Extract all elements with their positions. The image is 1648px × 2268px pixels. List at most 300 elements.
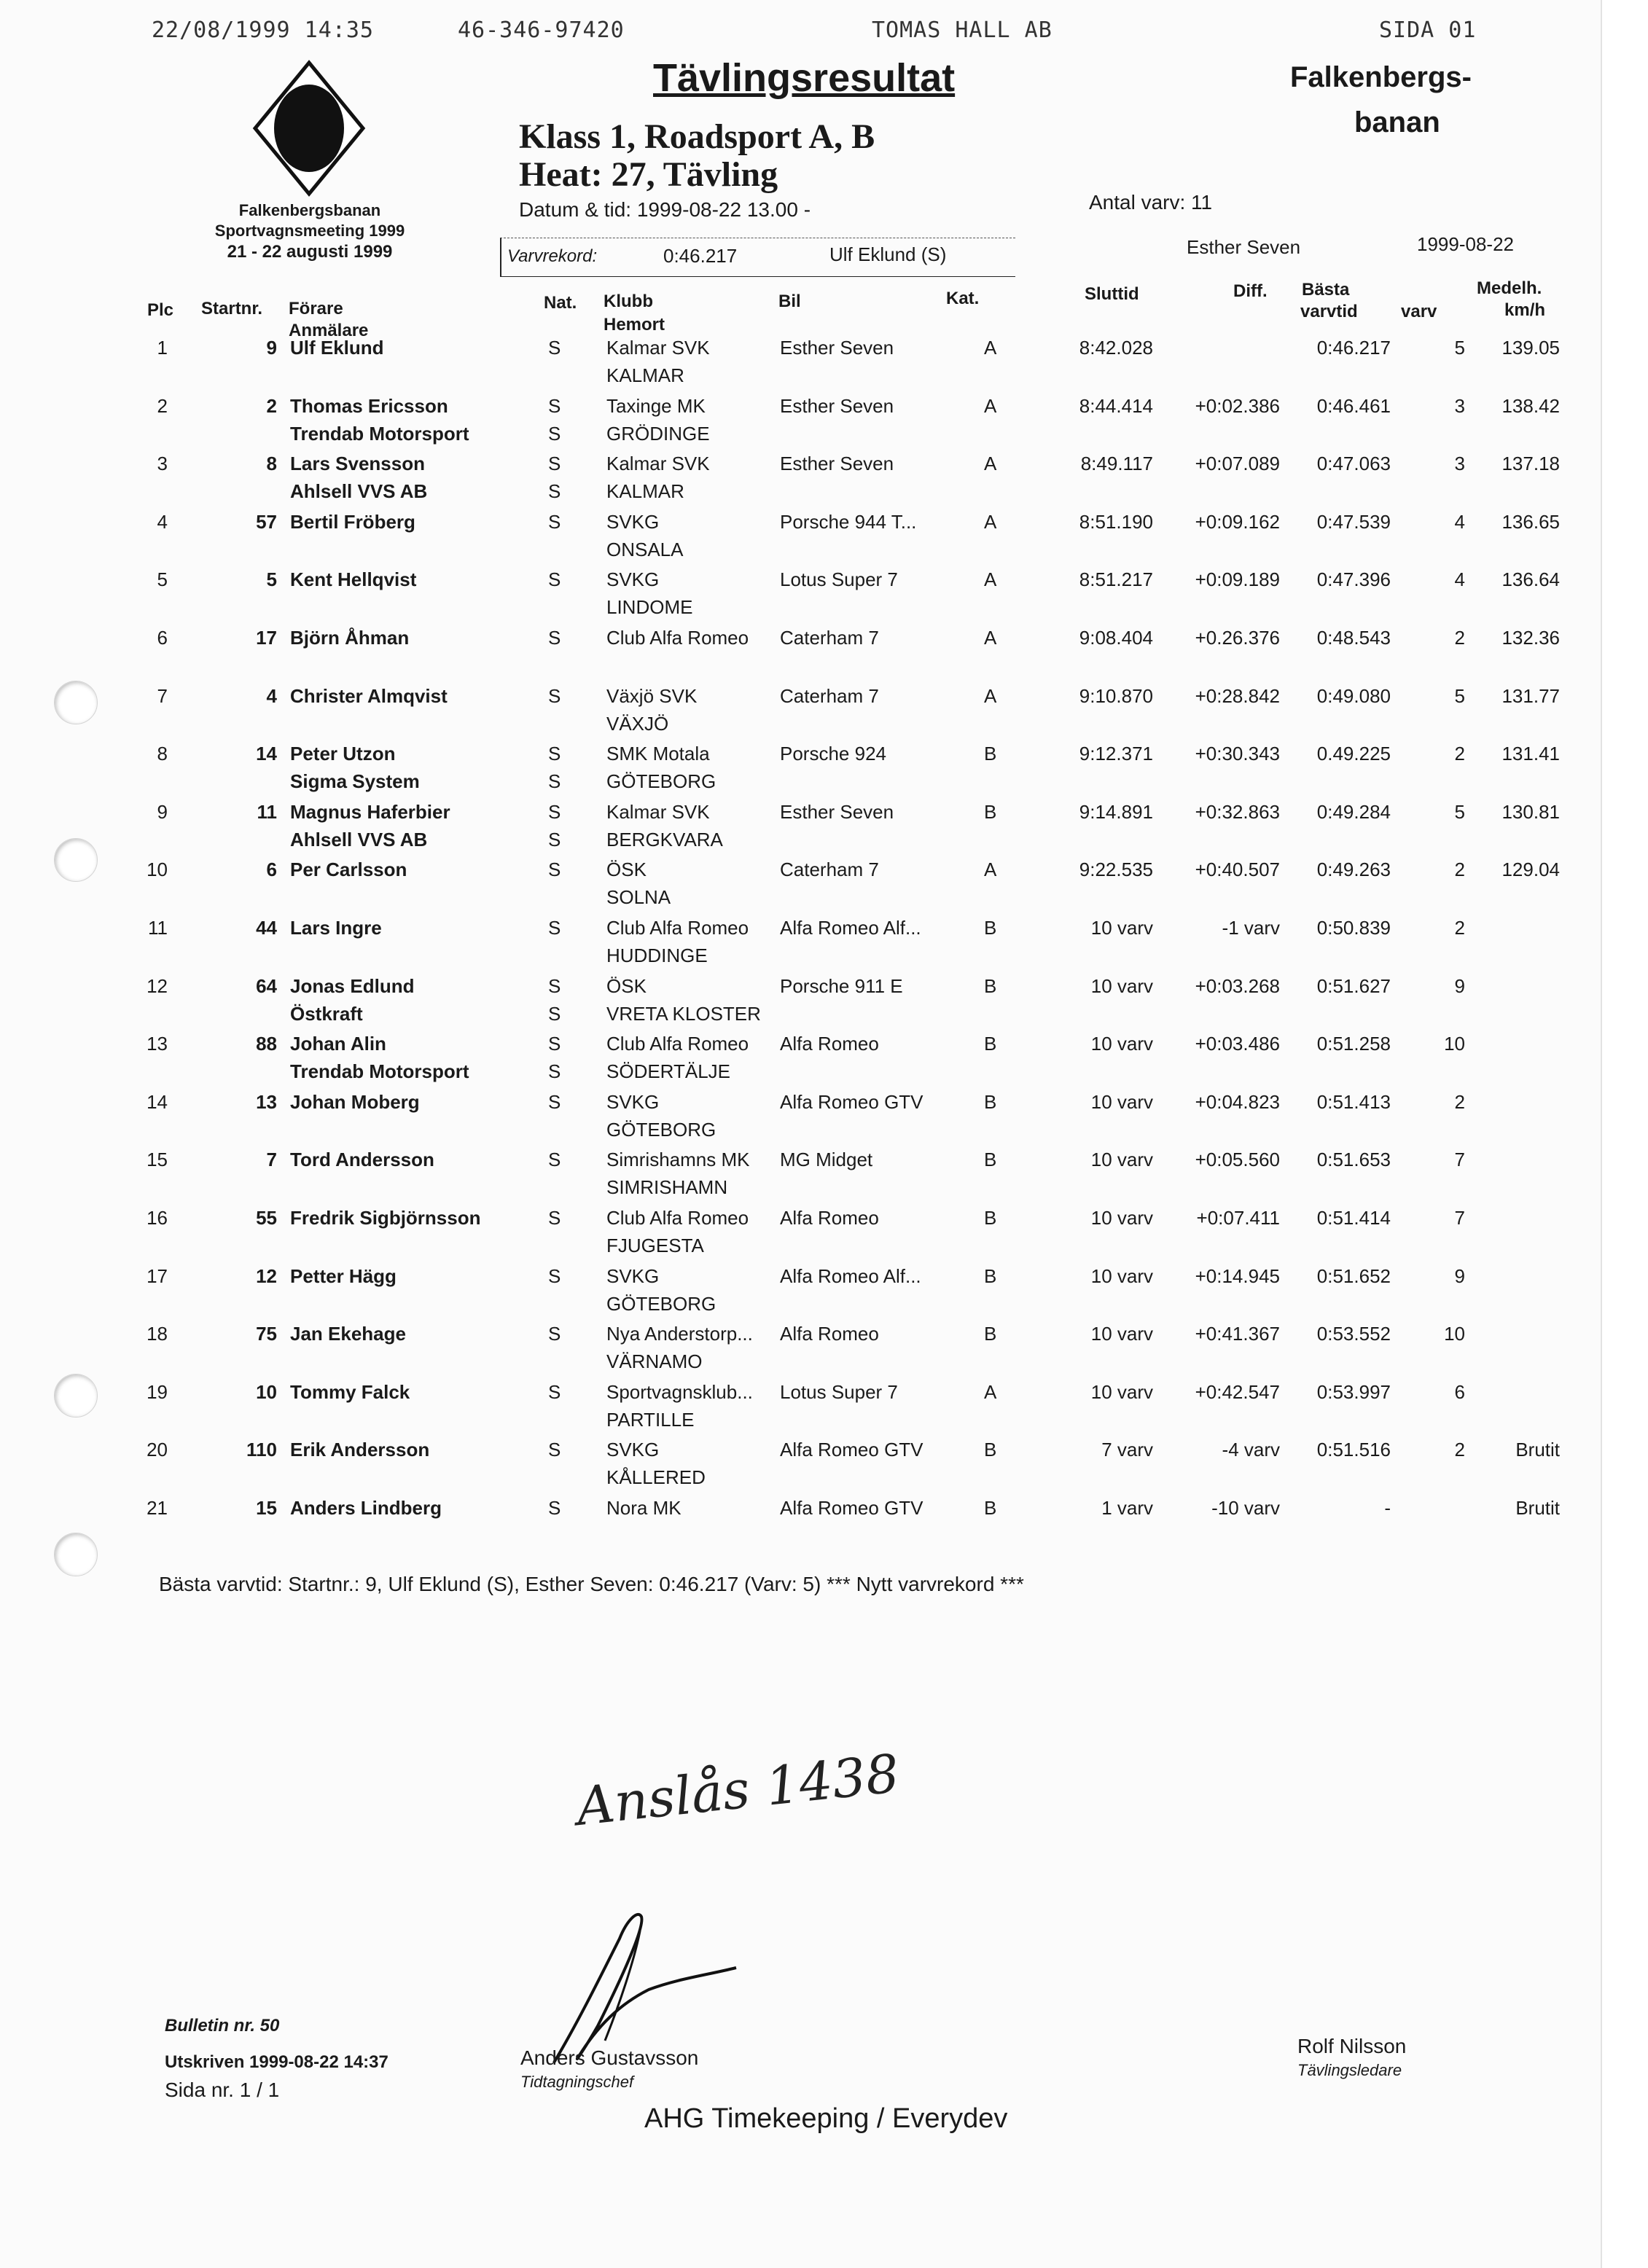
- col-diff: Diff.: [1233, 281, 1268, 301]
- fax-page: SIDA 01: [1379, 17, 1477, 43]
- cell-lap: 2: [1454, 743, 1465, 765]
- cell-time: 9:12.371: [1079, 743, 1153, 765]
- cell-nat: S: [548, 684, 561, 707]
- table-row: [0, 743, 1601, 801]
- cell-car: Alfa Romeo Alf...: [780, 917, 921, 939]
- cell-lap: 2: [1454, 917, 1465, 939]
- col-medelh: Medelh.: [1477, 278, 1542, 298]
- cell-diff: +0:09.189: [1195, 568, 1280, 591]
- cell-diff: +0:03.486: [1195, 1033, 1280, 1055]
- cell-time: 9:14.891: [1079, 800, 1153, 823]
- cell-plc: 5: [157, 568, 168, 591]
- col-kmh: km/h: [1504, 300, 1546, 320]
- cell-plc: 13: [147, 1033, 168, 1055]
- lap-record-time: 0:46.217: [663, 245, 738, 267]
- table-row: [0, 1033, 1601, 1091]
- cell-kat: B: [984, 1207, 997, 1229]
- cell-time: 10 varv: [1090, 1380, 1153, 1403]
- cell-car: Caterham 7: [780, 684, 879, 707]
- cell-home: SÖDERTÄLJE: [606, 1060, 731, 1083]
- cell-speed: 138.42: [1501, 394, 1560, 417]
- footer-software: AHG Timekeeping / Everydev: [644, 2103, 1008, 2134]
- cell-nat2: S: [548, 770, 561, 793]
- cell-club: Club Alfa Romeo: [606, 917, 749, 939]
- cell-car: Porsche 944 T...: [780, 510, 917, 533]
- col-plc: Plc: [147, 300, 174, 320]
- cell-nat: S: [548, 337, 561, 359]
- cell-time: 9:08.404: [1079, 627, 1153, 649]
- cell-best: 0:51.413: [1316, 1090, 1391, 1113]
- cell-diff: +0:02.386: [1195, 394, 1280, 417]
- cell-plc: 2: [157, 394, 168, 417]
- cell-driver: Jan Ekehage: [290, 1323, 406, 1345]
- cell-time: 10 varv: [1090, 1323, 1153, 1345]
- cell-kat: A: [984, 1380, 997, 1403]
- cell-nat: S: [548, 510, 561, 533]
- table-row: [0, 975, 1601, 1033]
- cell-startnr: 75: [256, 1323, 277, 1345]
- cell-club: Simrishamns MK: [606, 1149, 750, 1171]
- cell-car: Alfa Romeo GTV: [780, 1439, 923, 1461]
- cell-startnr: 88: [256, 1033, 277, 1055]
- cell-diff: -10 varv: [1211, 1497, 1280, 1519]
- lap-record-label: Varvrekord:: [507, 246, 598, 266]
- cell-startnr: 4: [266, 684, 277, 707]
- cell-time: 10 varv: [1090, 1264, 1153, 1287]
- cell-diff: +0:05.560: [1195, 1149, 1280, 1171]
- cell-time: 8:51.190: [1079, 510, 1153, 533]
- cell-lap: 3: [1454, 453, 1465, 475]
- col-basta: Bästa: [1302, 280, 1350, 300]
- cell-kat: B: [984, 1149, 997, 1171]
- track-name-line2: banan: [1354, 106, 1440, 138]
- cell-nat: S: [548, 974, 561, 997]
- cell-driver: Thomas Ericsson: [290, 394, 448, 417]
- cell-lap: 4: [1454, 568, 1465, 591]
- table-row: [0, 685, 1601, 743]
- timekeeper-title: Tidtagningschef: [520, 2073, 634, 2091]
- cell-nat: S: [548, 1380, 561, 1403]
- cell-driver: Erik Andersson: [290, 1439, 430, 1461]
- cell-speed: 129.04: [1501, 859, 1560, 881]
- cell-startnr: 44: [256, 917, 277, 939]
- cell-plc: 19: [147, 1380, 168, 1403]
- cell-best: 0:49.263: [1316, 859, 1391, 881]
- cell-startnr: 110: [246, 1439, 277, 1461]
- cell-speed: 136.65: [1501, 510, 1560, 533]
- cell-nat: S: [548, 1439, 561, 1461]
- cell-driver: Björn Åhman: [290, 627, 410, 649]
- cell-car: Esther Seven: [780, 800, 894, 823]
- cell-home: VÄXJÖ: [606, 712, 669, 735]
- table-row: [0, 395, 1601, 453]
- cell-car: Lotus Super 7: [780, 1380, 898, 1403]
- cell-car: Caterham 7: [780, 627, 879, 649]
- cell-diff: +0:41.367: [1195, 1323, 1280, 1345]
- logo-event: Sportvagnsmeeting 1999: [214, 222, 405, 240]
- cell-diff: +0:09.162: [1195, 510, 1280, 533]
- cell-time: 7 varv: [1101, 1439, 1153, 1461]
- table-row: [0, 1497, 1601, 1555]
- cell-home: HUDDINGE: [606, 945, 708, 966]
- cell-nat: S: [548, 394, 561, 417]
- cell-best: 0:51.516: [1316, 1439, 1391, 1461]
- cell-nat: S: [548, 800, 561, 823]
- col-varvtid: varvtid: [1300, 302, 1358, 321]
- cell-kat: A: [984, 453, 997, 475]
- cell-car: Esther Seven: [780, 394, 894, 417]
- cell-best: 0:53.552: [1316, 1323, 1391, 1345]
- cell-plc: 11: [148, 917, 168, 939]
- cell-driver: Magnus Haferbier: [290, 800, 450, 823]
- cell-diff: -4 varv: [1222, 1439, 1280, 1461]
- cell-club: Kalmar SVK: [606, 453, 710, 475]
- cell-time: 8:49.117: [1080, 453, 1153, 475]
- cell-kat: B: [984, 1090, 997, 1113]
- cell-lap: 5: [1454, 684, 1465, 707]
- class-line: Klass 1, Roadsport A, B: [519, 117, 875, 156]
- cell-plc: 21: [147, 1497, 168, 1519]
- cell-plc: 10: [147, 859, 168, 881]
- cell-entrant: Trendab Motorsport: [290, 1060, 469, 1083]
- cell-kat: B: [984, 1323, 997, 1345]
- table-row: [0, 1091, 1601, 1149]
- director-name: Rolf Nilsson: [1297, 2035, 1407, 2057]
- cell-plc: 6: [157, 627, 168, 649]
- cell-nat2: S: [548, 1060, 561, 1083]
- cell-car: Lotus Super 7: [780, 568, 898, 591]
- cell-kat: A: [984, 568, 997, 591]
- cell-driver: Bertil Fröberg: [290, 510, 415, 533]
- cell-entrant: Sigma System: [290, 770, 420, 793]
- cell-driver: Kent Hellqvist: [290, 568, 417, 591]
- cell-home: VRETA KLOSTER: [606, 1002, 761, 1025]
- cell-club: Club Alfa Romeo: [606, 627, 749, 649]
- cell-home: BERGKVARA: [606, 828, 723, 850]
- cell-car: Alfa Romeo: [780, 1323, 879, 1345]
- cell-time: 10 varv: [1090, 974, 1153, 997]
- col-startnr: Startnr.: [201, 299, 263, 318]
- cell-nat: S: [548, 1264, 561, 1287]
- cell-club: SVKG: [606, 1439, 660, 1461]
- table-row: [0, 511, 1601, 569]
- cell-kat: A: [984, 394, 997, 417]
- cell-driver: Anders Lindberg: [290, 1497, 442, 1519]
- cell-club: Nya Anderstorp...: [606, 1323, 753, 1345]
- cell-lap: 7: [1454, 1149, 1465, 1171]
- table-row: [0, 801, 1601, 859]
- cell-club: Taxinge MK: [606, 394, 706, 417]
- cell-diff: +0:28.842: [1195, 684, 1280, 707]
- cell-nat: S: [548, 917, 561, 939]
- col-forare: Förare: [289, 299, 343, 318]
- col-varv: varv: [1401, 302, 1437, 321]
- cell-nat: S: [548, 1090, 561, 1113]
- cell-startnr: 13: [256, 1090, 277, 1113]
- cell-kat: B: [984, 974, 997, 997]
- cell-diff: +0:40.507: [1195, 859, 1280, 881]
- col-nat: Nat.: [544, 293, 577, 313]
- cell-home: SIMRISHAMN: [606, 1176, 728, 1199]
- cell-plc: 9: [157, 800, 168, 823]
- cell-nat: S: [548, 1207, 561, 1229]
- cell-club: ÖSK: [606, 974, 647, 997]
- cell-diff: +0:32.863: [1195, 800, 1280, 823]
- cell-speed: 130.81: [1501, 800, 1560, 823]
- table-row: [0, 1207, 1601, 1265]
- lap-record-date: 1999-08-22: [1417, 233, 1514, 255]
- printed-timestamp: Utskriven 1999-08-22 14:37: [165, 2052, 388, 2072]
- cell-driver: Tommy Falck: [290, 1380, 410, 1403]
- datetime-line: Datum & tid: 1999-08-22 13.00 -: [519, 198, 811, 221]
- cell-lap: 2: [1454, 627, 1465, 649]
- cell-entrant: Ahlsell VVS AB: [290, 828, 428, 850]
- cell-home: KÅLLERED: [606, 1466, 706, 1489]
- cell-plc: 18: [147, 1323, 168, 1345]
- cell-best: 0:51.414: [1316, 1207, 1391, 1229]
- cell-time: 10 varv: [1090, 1149, 1153, 1171]
- cell-diff: +0:07.089: [1195, 453, 1280, 475]
- table-row: [0, 1149, 1601, 1207]
- cell-club: SVKG: [606, 1264, 660, 1287]
- cell-diff: +0:14.945: [1195, 1264, 1280, 1287]
- cell-lap: 5: [1454, 800, 1465, 823]
- cell-best: 0:46.217: [1316, 337, 1391, 359]
- cell-car: MG Midget: [780, 1149, 873, 1171]
- cell-club: SVKG: [606, 1090, 660, 1113]
- cell-home: KALMAR: [606, 364, 684, 386]
- cell-diff: +0:03.268: [1195, 974, 1280, 997]
- cell-kat: B: [984, 1033, 997, 1055]
- cell-home: FJUGESTA: [606, 1235, 704, 1256]
- cell-home: KALMAR: [606, 480, 684, 503]
- cell-nat: S: [548, 1033, 561, 1055]
- cell-nat2: S: [548, 480, 561, 503]
- cell-best: 0:49.080: [1316, 684, 1391, 707]
- cell-speed: Brutit: [1515, 1439, 1560, 1461]
- lap-record-driver: Ulf Eklund (S): [829, 243, 947, 265]
- cell-nat: S: [548, 1497, 561, 1519]
- cell-plc: 17: [147, 1264, 168, 1287]
- cell-kat: A: [984, 510, 997, 533]
- cell-nat: S: [548, 1323, 561, 1345]
- cell-driver: Petter Hägg: [290, 1264, 397, 1287]
- cell-plc: 3: [157, 453, 168, 475]
- cell-car: Porsche 911 E: [780, 974, 903, 997]
- fax-phone: 46-346-97420: [458, 17, 625, 43]
- cell-startnr: 15: [256, 1497, 277, 1519]
- table-row: [0, 917, 1601, 975]
- cell-driver: Lars Ingre: [290, 917, 382, 939]
- cell-lap: 4: [1454, 510, 1465, 533]
- col-anmalare: Anmälare: [289, 321, 369, 340]
- timekeeper-name: Anders Gustavsson: [520, 2046, 699, 2069]
- cell-diff: +0:07.411: [1196, 1207, 1280, 1229]
- cell-speed: 139.05: [1501, 337, 1560, 359]
- cell-home: GÖTEBORG: [606, 1292, 716, 1315]
- cell-club: SMK Motala: [606, 743, 710, 765]
- col-sluttid: Sluttid: [1085, 284, 1139, 304]
- bulletin-number: Bulletin nr. 50: [165, 2016, 280, 2036]
- cell-nat: S: [548, 453, 561, 475]
- cell-best: 0.49.225: [1316, 743, 1391, 765]
- cell-best: -: [1384, 1497, 1391, 1519]
- cell-home: SOLNA: [606, 886, 671, 909]
- cell-lap: 2: [1454, 1090, 1465, 1113]
- cell-startnr: 64: [256, 974, 277, 997]
- page-title: Tävlingsresultat: [653, 56, 956, 100]
- cell-startnr: 55: [256, 1207, 277, 1229]
- cell-club: ÖSK: [606, 859, 647, 881]
- cell-driver: Jonas Edlund: [290, 974, 415, 997]
- cell-nat: S: [548, 568, 561, 591]
- cell-lap: 7: [1454, 1207, 1465, 1229]
- cell-club: Kalmar SVK: [606, 337, 710, 359]
- cell-kat: B: [984, 1497, 997, 1519]
- cell-kat: A: [984, 627, 997, 649]
- cell-startnr: 10: [256, 1380, 277, 1403]
- cell-time: 8:42.028: [1079, 337, 1153, 359]
- cell-nat: S: [548, 1149, 561, 1171]
- col-bil: Bil: [778, 292, 801, 311]
- cell-startnr: 7: [266, 1149, 277, 1171]
- cell-plc: 20: [147, 1439, 168, 1461]
- cell-speed: 131.77: [1501, 684, 1560, 707]
- cell-club: Club Alfa Romeo: [606, 1033, 749, 1055]
- cell-best: 0:47.063: [1316, 453, 1391, 475]
- logo-dates: 21 - 22 augusti 1999: [227, 242, 393, 262]
- cell-best: 0:53.997: [1316, 1380, 1391, 1403]
- cell-home: LINDOME: [606, 596, 693, 619]
- cell-kat: A: [984, 337, 997, 359]
- cell-time: 9:22.535: [1079, 859, 1153, 881]
- heat-line: Heat: 27, Tävling: [519, 155, 778, 194]
- col-hemort: Hemort: [604, 315, 665, 335]
- cell-startnr: 11: [257, 800, 277, 823]
- cell-car: Alfa Romeo: [780, 1207, 879, 1229]
- cell-driver: Per Carlsson: [290, 859, 407, 881]
- cell-driver: Christer Almqvist: [290, 684, 448, 707]
- cell-startnr: 14: [256, 743, 277, 765]
- cell-best: 0:51.652: [1316, 1264, 1391, 1287]
- col-klubb: Klubb: [604, 292, 653, 311]
- cell-club: Sportvagnsklub...: [606, 1380, 753, 1403]
- cell-driver: Tord Andersson: [290, 1149, 434, 1171]
- cell-diff: +0:42.547: [1195, 1380, 1280, 1403]
- table-row: [0, 337, 1601, 395]
- cell-best: 0:47.396: [1316, 568, 1391, 591]
- cell-nat2: S: [548, 1002, 561, 1025]
- cell-club: SVKG: [606, 510, 660, 533]
- cell-car: Alfa Romeo GTV: [780, 1497, 923, 1519]
- cell-club: Kalmar SVK: [606, 800, 710, 823]
- cell-nat2: S: [548, 828, 561, 850]
- table-row: [0, 1439, 1601, 1497]
- cell-plc: 14: [147, 1090, 168, 1113]
- cell-time: 10 varv: [1090, 917, 1153, 939]
- cell-lap: 5: [1454, 337, 1465, 359]
- cell-best: 0:47.539: [1316, 510, 1391, 533]
- cell-kat: B: [984, 743, 997, 765]
- cell-lap: 2: [1454, 1439, 1465, 1461]
- cell-best: 0:51.258: [1316, 1033, 1391, 1055]
- table-row: [0, 568, 1601, 627]
- table-row: [0, 1323, 1601, 1381]
- cell-kat: A: [984, 684, 997, 707]
- cell-plc: 8: [157, 743, 168, 765]
- cell-plc: 4: [157, 510, 168, 533]
- cell-club: SVKG: [606, 568, 660, 591]
- falkenbergsbanan-logo: [252, 60, 366, 197]
- cell-best: 0:51.627: [1316, 974, 1391, 997]
- cell-speed: Brutit: [1515, 1497, 1560, 1519]
- cell-kat: B: [984, 1439, 997, 1461]
- cell-best: 0:46.461: [1316, 394, 1391, 417]
- cell-entrant: Östkraft: [290, 1002, 363, 1025]
- cell-time: 10 varv: [1090, 1033, 1153, 1055]
- cell-kat: B: [984, 917, 997, 939]
- cell-speed: 136.64: [1501, 568, 1560, 591]
- cell-time: 1 varv: [1101, 1497, 1153, 1519]
- cell-car: Alfa Romeo Alf...: [780, 1264, 921, 1287]
- cell-lap: 10: [1444, 1033, 1465, 1055]
- cell-startnr: 8: [266, 453, 277, 475]
- cell-driver: Johan Alin: [290, 1033, 386, 1055]
- table-row: [0, 627, 1601, 685]
- cell-startnr: 6: [266, 859, 277, 881]
- cell-speed: 137.18: [1501, 453, 1560, 475]
- track-name-line1: Falkenbergs-: [1290, 61, 1472, 93]
- cell-driver: Lars Svensson: [290, 453, 425, 475]
- col-kat: Kat.: [946, 289, 980, 308]
- cell-time: 9:10.870: [1079, 684, 1153, 707]
- cell-home: ONSALA: [606, 538, 684, 560]
- cell-plc: 1: [157, 337, 168, 359]
- cell-home: VÄRNAMO: [606, 1350, 703, 1373]
- cell-startnr: 5: [266, 568, 277, 591]
- cell-car: Alfa Romeo: [780, 1033, 879, 1055]
- cell-home: GRÖDINGE: [606, 422, 710, 445]
- cell-club: Club Alfa Romeo: [606, 1207, 749, 1229]
- table-row: [0, 1265, 1601, 1323]
- cell-lap: 3: [1454, 394, 1465, 417]
- cell-car: Caterham 7: [780, 859, 879, 881]
- signature: [510, 1895, 751, 2070]
- cell-lap: 9: [1454, 1264, 1465, 1287]
- cell-time: 10 varv: [1090, 1207, 1153, 1229]
- cell-best: 0:49.284: [1316, 800, 1391, 823]
- cell-plc: 16: [147, 1207, 168, 1229]
- cell-kat: A: [984, 859, 997, 881]
- cell-plc: 12: [147, 974, 168, 997]
- table-row: [0, 859, 1601, 917]
- lap-record-car: Esther Seven: [1187, 236, 1301, 258]
- cell-driver: Fredrik Sigbjörnsson: [290, 1207, 481, 1229]
- cell-entrant: Trendab Motorsport: [290, 422, 469, 445]
- cell-startnr: 17: [256, 627, 277, 649]
- cell-diff: +0:04.823: [1195, 1090, 1280, 1113]
- cell-best: 0:48.543: [1316, 627, 1391, 649]
- cell-lap: 6: [1454, 1380, 1465, 1403]
- cell-diff: -1 varv: [1222, 917, 1280, 939]
- cell-nat: S: [548, 743, 561, 765]
- table-row: [0, 453, 1601, 511]
- cell-kat: B: [984, 800, 997, 823]
- director-title: Tävlingsledare: [1297, 2061, 1402, 2079]
- cell-driver: Peter Utzon: [290, 743, 396, 765]
- cell-nat2: S: [548, 422, 561, 445]
- cell-home: GÖTEBORG: [606, 1118, 716, 1141]
